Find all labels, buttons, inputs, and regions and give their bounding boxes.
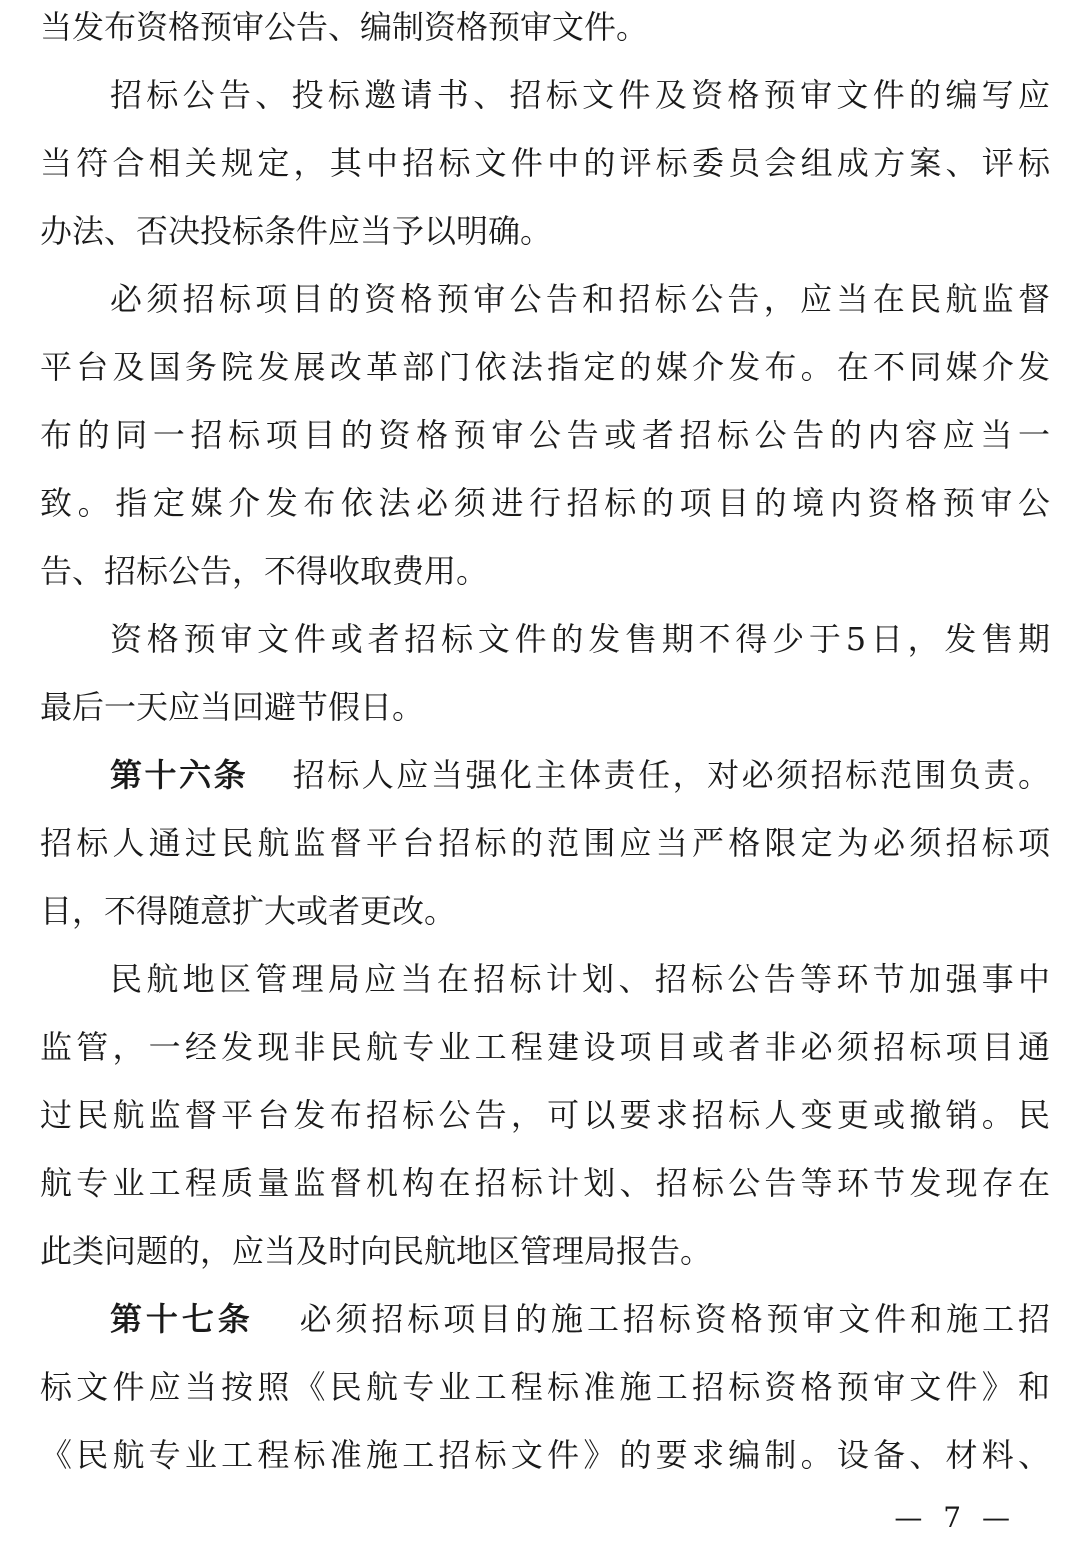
text-line: 必须招标项目的资格预审公告和招标公告，应当在民航监督: [110, 280, 1050, 318]
text-line: 目，不得随意扩大或者更改。: [40, 892, 457, 930]
article-17-text: 必须招标项目的施工招标资格预审文件和施工招: [295, 1300, 1050, 1338]
article-16-heading: 第十六条: [110, 756, 249, 794]
text-line: 当符合相关规定，其中招标文件中的评标委员会组成方案、评标: [40, 144, 1050, 182]
text-line: 最后一天应当回避节假日。: [40, 688, 425, 726]
text-line: 民航地区管理局应当在招标计划、招标公告等环节加强事中: [110, 960, 1050, 998]
text-line: 致。指定媒介发布依法必须进行招标的项目的境内资格预审公: [40, 484, 1050, 522]
article-16-text: 招标人应当强化主体责任，对必须招标范围负责。: [290, 756, 1050, 794]
text-line: 招标公告、投标邀请书、招标文件及资格预审文件的编写应: [110, 76, 1050, 114]
text-line: 航专业工程质量监督机构在招标计划、招标公告等环节发现存在: [40, 1164, 1050, 1202]
text-line: 标文件应当按照《民航专业工程标准施工招标资格预审文件》和: [40, 1368, 1050, 1406]
text-line: 平台及国务院发展改革部门依法指定的媒介发布。在不同媒介发: [40, 348, 1050, 386]
text-line: 当发布资格预审公告、编制资格预审文件。: [40, 8, 649, 46]
article-16-line: [110, 751, 1050, 799]
text-line: 过民航监督平台发布招标公告，可以要求招标人变更或撤销。民: [40, 1096, 1050, 1134]
text-line: 告、招标公告，不得收取费用。: [40, 552, 489, 590]
text-line: 监管，一经发现非民航专业工程建设项目或者非必须招标项目通: [40, 1028, 1050, 1066]
page-number: — 7 —: [894, 1501, 1016, 1534]
text-line: 招标人通过民航监督平台招标的范围应当严格限定为必须招标项: [40, 824, 1050, 862]
article-17-line: [110, 1295, 1050, 1343]
text-line: 《民航专业工程标准施工招标文件》的要求编制。设备、材料、: [40, 1436, 1050, 1474]
text-line: 布的同一招标项目的资格预审公告或者招标公告的内容应当一: [40, 416, 1050, 454]
text-line: 资格预审文件或者招标文件的发售期不得少于5日，发售期: [110, 620, 1050, 658]
article-17-heading: 第十七条: [110, 1300, 254, 1338]
text-line: 此类问题的，应当及时向民航地区管理局报告。: [40, 1232, 713, 1270]
text-line: 办法、否决投标条件应当予以明确。: [40, 212, 553, 250]
